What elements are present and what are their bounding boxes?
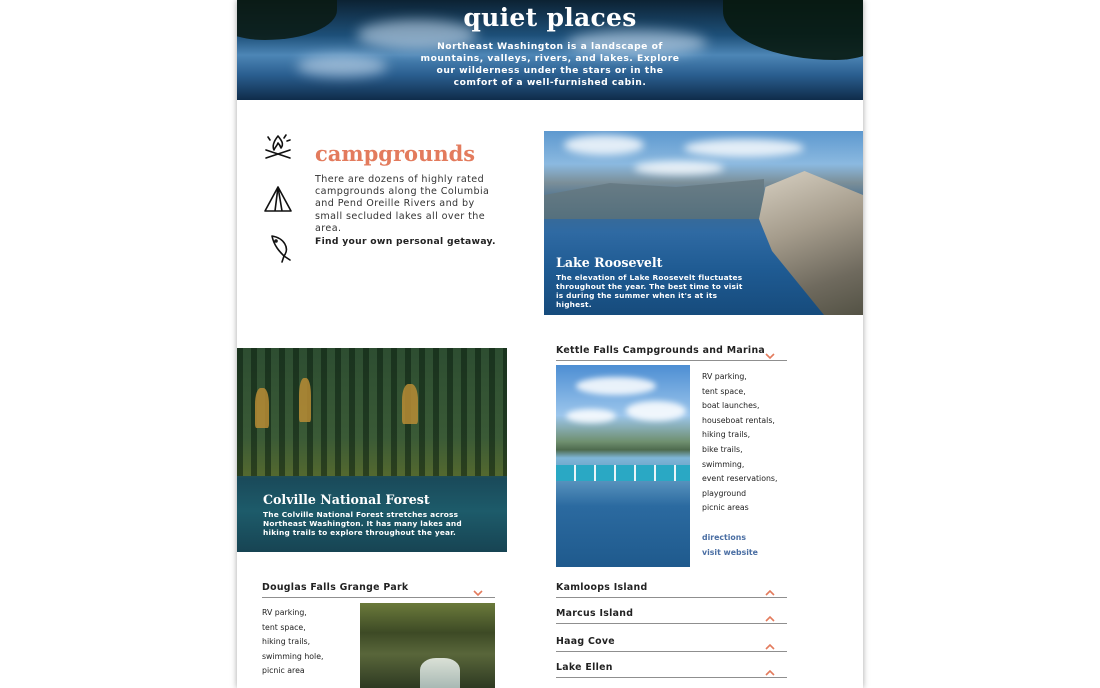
hero-text: Northeast Washington is a landscape of mountains, valleys, rivers, and lakes. Explore our wilderness under the stars or in the comfort of a well-furnished cabin. [420, 41, 680, 88]
directions-link[interactable]: directions [702, 533, 746, 542]
campgrounds-body: There are dozens of highly rated campgrounds along the Columbia and Pend Oreille Rivers and by small secluded lakes all over the area. [315, 174, 490, 234]
chevron-up-icon [765, 663, 775, 673]
accordion-label: Marcus Island [556, 608, 634, 619]
accordion-label: Lake Ellen [556, 662, 613, 673]
accordion-kettle-falls[interactable] [556, 345, 787, 361]
lake-roosevelt-text: The elevation of Lake Roosevelt fluctuates throughout the year. The best time to visit is during the summer when it's at its highest. [556, 273, 743, 309]
colville-title: Colville National Forest [263, 492, 430, 507]
douglas-falls-amenities: RV parking, tent space, hiking trails, swimming hole, picnic area [262, 608, 324, 676]
getaway-cta: Find your own personal getaway. [315, 236, 496, 247]
chevron-down-icon [765, 346, 775, 356]
kettle-falls-links [702, 531, 758, 560]
accordion-marcus-island[interactable] [556, 608, 787, 624]
colville-text: The Colville National Forest stretches across Northeast Washington. It has many lakes and hiking trails to explore throughout the year. [263, 510, 462, 537]
accordion-label: Haag Cove [556, 636, 615, 647]
accordion-haag-cove[interactable] [556, 636, 787, 652]
chevron-up-icon [765, 609, 775, 619]
colville-forest-photo [237, 348, 507, 552]
accordion-lake-ellen[interactable] [556, 662, 787, 678]
visit-website-link[interactable]: visit website [702, 547, 758, 557]
page-content [237, 0, 863, 688]
hero-title: quiet places [463, 3, 637, 32]
accordion-label: Kettle Falls Campgrounds and Marina [556, 345, 766, 356]
tent-icon [262, 184, 294, 216]
accordion-kamloops-island[interactable] [556, 582, 787, 598]
chevron-down-icon [473, 583, 483, 593]
campfire-icon [262, 132, 294, 164]
kettle-falls-marina-photo [556, 365, 690, 567]
hero-banner [237, 0, 863, 100]
kettle-falls-amenities: RV parking, tent space, boat launches, houseboat rentals, hiking trails, bike trails, swimming, event reservations, playground picnic areas [702, 372, 778, 513]
accordion-douglas-falls[interactable] [262, 582, 495, 598]
douglas-falls-photo [360, 603, 495, 688]
fish-icon [264, 232, 296, 264]
lake-roosevelt-title: Lake Roosevelt [556, 255, 663, 270]
chevron-up-icon [765, 637, 775, 647]
chevron-up-icon [765, 583, 775, 593]
lake-roosevelt-photo [544, 131, 863, 315]
accordion-label: Douglas Falls Grange Park [262, 582, 409, 593]
campgrounds-title: campgrounds [315, 141, 476, 166]
accordion-label: Kamloops Island [556, 582, 648, 593]
